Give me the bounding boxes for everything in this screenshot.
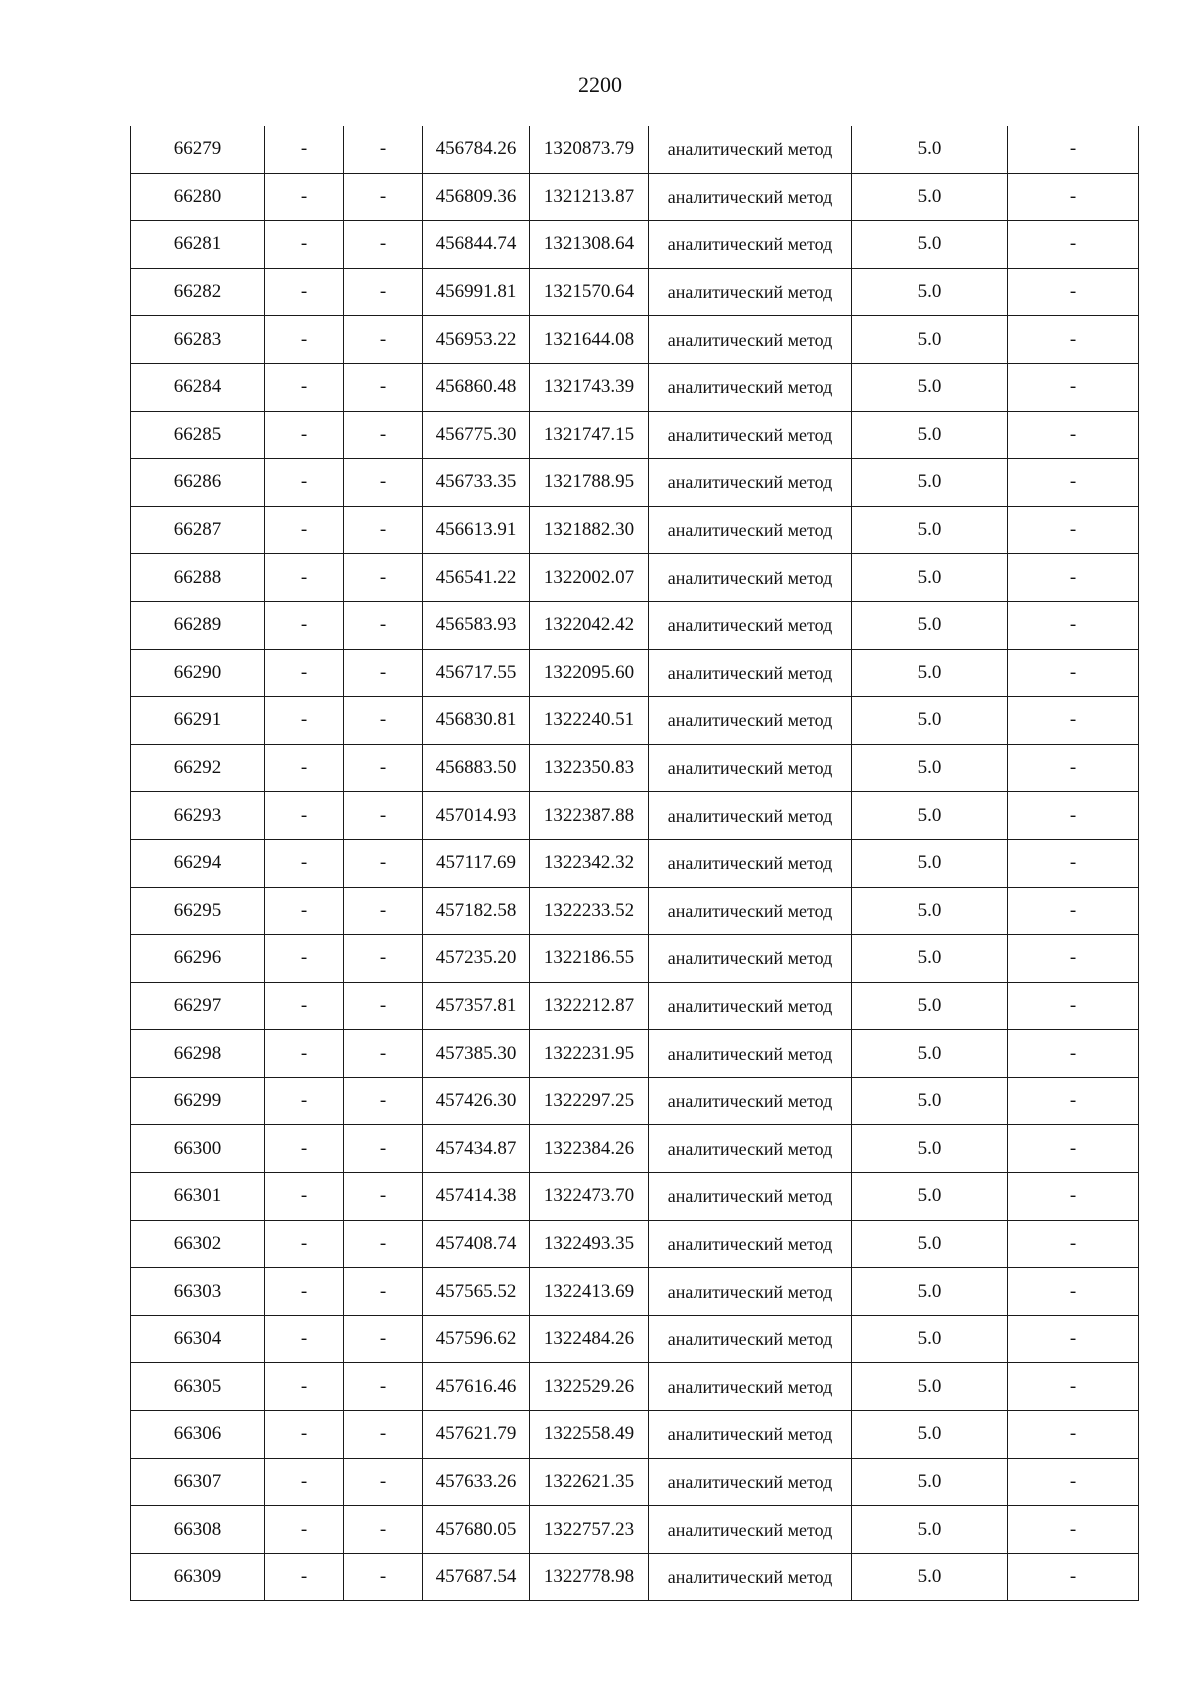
method-cell: аналитический метод bbox=[649, 316, 852, 364]
note-cell: - bbox=[1008, 982, 1139, 1030]
empty-cell-a: - bbox=[265, 126, 344, 173]
empty-cell-b: - bbox=[344, 316, 423, 364]
accuracy-cell: 5.0 bbox=[852, 935, 1008, 983]
y-coordinate-cell: 1321882.30 bbox=[530, 506, 649, 554]
method-cell: аналитический метод bbox=[649, 363, 852, 411]
method-cell: аналитический метод bbox=[649, 268, 852, 316]
note-cell: - bbox=[1008, 554, 1139, 602]
method-cell: аналитический метод bbox=[649, 221, 852, 269]
accuracy-cell: 5.0 bbox=[852, 649, 1008, 697]
x-coordinate-cell: 457633.26 bbox=[423, 1458, 530, 1506]
empty-cell-b: - bbox=[344, 221, 423, 269]
point-number-cell: 66299 bbox=[131, 1077, 265, 1125]
table-row bbox=[131, 1315, 1139, 1363]
point-number-cell: 66305 bbox=[131, 1363, 265, 1411]
method-cell: аналитический метод bbox=[649, 839, 852, 887]
point-number-cell: 66296 bbox=[131, 935, 265, 983]
y-coordinate-cell: 1321747.15 bbox=[530, 411, 649, 459]
point-number-cell: 66302 bbox=[131, 1220, 265, 1268]
point-number-cell: 66292 bbox=[131, 744, 265, 792]
x-coordinate-cell: 456784.26 bbox=[423, 126, 530, 173]
note-cell: - bbox=[1008, 506, 1139, 554]
method-cell: аналитический метод bbox=[649, 1506, 852, 1554]
note-cell: - bbox=[1008, 1363, 1139, 1411]
empty-cell-b: - bbox=[344, 1506, 423, 1554]
accuracy-cell: 5.0 bbox=[852, 363, 1008, 411]
note-cell: - bbox=[1008, 221, 1139, 269]
empty-cell-a: - bbox=[265, 792, 344, 840]
table-row bbox=[131, 982, 1139, 1030]
method-cell: аналитический метод bbox=[649, 1315, 852, 1363]
point-number-cell: 66283 bbox=[131, 316, 265, 364]
empty-cell-a: - bbox=[265, 1506, 344, 1554]
x-coordinate-cell: 457414.38 bbox=[423, 1173, 530, 1221]
note-cell: - bbox=[1008, 839, 1139, 887]
x-coordinate-cell: 456860.48 bbox=[423, 363, 530, 411]
accuracy-cell: 5.0 bbox=[852, 982, 1008, 1030]
table-row bbox=[131, 744, 1139, 792]
accuracy-cell: 5.0 bbox=[852, 839, 1008, 887]
y-coordinate-cell: 1321743.39 bbox=[530, 363, 649, 411]
accuracy-cell: 5.0 bbox=[852, 268, 1008, 316]
table-row bbox=[131, 411, 1139, 459]
accuracy-cell: 5.0 bbox=[852, 126, 1008, 173]
empty-cell-a: - bbox=[265, 744, 344, 792]
empty-cell-b: - bbox=[344, 982, 423, 1030]
method-cell: аналитический метод bbox=[649, 1077, 852, 1125]
empty-cell-b: - bbox=[344, 1411, 423, 1459]
empty-cell-b: - bbox=[344, 411, 423, 459]
table-row bbox=[131, 697, 1139, 745]
method-cell: аналитический метод bbox=[649, 173, 852, 221]
y-coordinate-cell: 1322621.35 bbox=[530, 1458, 649, 1506]
accuracy-cell: 5.0 bbox=[852, 887, 1008, 935]
note-cell: - bbox=[1008, 411, 1139, 459]
method-cell: аналитический метод bbox=[649, 935, 852, 983]
table-row bbox=[131, 935, 1139, 983]
accuracy-cell: 5.0 bbox=[852, 1173, 1008, 1221]
method-cell: аналитический метод bbox=[649, 506, 852, 554]
page-number: 2200 bbox=[578, 72, 622, 97]
empty-cell-a: - bbox=[265, 1315, 344, 1363]
accuracy-cell: 5.0 bbox=[852, 601, 1008, 649]
empty-cell-b: - bbox=[344, 697, 423, 745]
empty-cell-b: - bbox=[344, 1363, 423, 1411]
x-coordinate-cell: 456583.93 bbox=[423, 601, 530, 649]
empty-cell-a: - bbox=[265, 1220, 344, 1268]
x-coordinate-cell: 456775.30 bbox=[423, 411, 530, 459]
method-cell: аналитический метод bbox=[649, 744, 852, 792]
method-cell: аналитический метод bbox=[649, 1030, 852, 1078]
y-coordinate-cell: 1322529.26 bbox=[530, 1363, 649, 1411]
x-coordinate-cell: 456541.22 bbox=[423, 554, 530, 602]
x-coordinate-cell: 457687.54 bbox=[423, 1553, 530, 1601]
empty-cell-a: - bbox=[265, 411, 344, 459]
empty-cell-b: - bbox=[344, 935, 423, 983]
table-row bbox=[131, 1411, 1139, 1459]
empty-cell-a: - bbox=[265, 887, 344, 935]
empty-cell-b: - bbox=[344, 268, 423, 316]
point-number-cell: 66303 bbox=[131, 1268, 265, 1316]
y-coordinate-cell: 1321308.64 bbox=[530, 221, 649, 269]
note-cell: - bbox=[1008, 744, 1139, 792]
point-number-cell: 66291 bbox=[131, 697, 265, 745]
table-row bbox=[131, 459, 1139, 507]
method-cell: аналитический метод bbox=[649, 649, 852, 697]
method-cell: аналитический метод bbox=[649, 601, 852, 649]
x-coordinate-cell: 456953.22 bbox=[423, 316, 530, 364]
y-coordinate-cell: 1322757.23 bbox=[530, 1506, 649, 1554]
x-coordinate-cell: 456733.35 bbox=[423, 459, 530, 507]
x-coordinate-cell: 457621.79 bbox=[423, 1411, 530, 1459]
point-number-cell: 66290 bbox=[131, 649, 265, 697]
method-cell: аналитический метод bbox=[649, 792, 852, 840]
note-cell: - bbox=[1008, 1030, 1139, 1078]
table-row bbox=[131, 363, 1139, 411]
empty-cell-a: - bbox=[265, 173, 344, 221]
method-cell: аналитический метод bbox=[649, 411, 852, 459]
y-coordinate-cell: 1322231.95 bbox=[530, 1030, 649, 1078]
note-cell: - bbox=[1008, 1173, 1139, 1221]
method-cell: аналитический метод bbox=[649, 459, 852, 507]
x-coordinate-cell: 457014.93 bbox=[423, 792, 530, 840]
y-coordinate-cell: 1321213.87 bbox=[530, 173, 649, 221]
point-number-cell: 66282 bbox=[131, 268, 265, 316]
method-cell: аналитический метод bbox=[649, 1173, 852, 1221]
empty-cell-a: - bbox=[265, 459, 344, 507]
point-number-cell: 66298 bbox=[131, 1030, 265, 1078]
note-cell: - bbox=[1008, 1315, 1139, 1363]
y-coordinate-cell: 1321644.08 bbox=[530, 316, 649, 364]
y-coordinate-cell: 1320873.79 bbox=[530, 126, 649, 173]
x-coordinate-cell: 456613.91 bbox=[423, 506, 530, 554]
table-row bbox=[131, 1506, 1139, 1554]
empty-cell-b: - bbox=[344, 887, 423, 935]
y-coordinate-cell: 1322212.87 bbox=[530, 982, 649, 1030]
y-coordinate-cell: 1322778.98 bbox=[530, 1553, 649, 1601]
point-number-cell: 66286 bbox=[131, 459, 265, 507]
note-cell: - bbox=[1008, 887, 1139, 935]
empty-cell-b: - bbox=[344, 1553, 423, 1601]
empty-cell-a: - bbox=[265, 221, 344, 269]
table-row bbox=[131, 316, 1139, 364]
point-number-cell: 66307 bbox=[131, 1458, 265, 1506]
coordinates-table bbox=[130, 126, 1139, 1601]
empty-cell-a: - bbox=[265, 268, 344, 316]
method-cell: аналитический метод bbox=[649, 1220, 852, 1268]
y-coordinate-cell: 1322002.07 bbox=[530, 554, 649, 602]
x-coordinate-cell: 457385.30 bbox=[423, 1030, 530, 1078]
method-cell: аналитический метод bbox=[649, 126, 852, 173]
point-number-cell: 66304 bbox=[131, 1315, 265, 1363]
y-coordinate-cell: 1322297.25 bbox=[530, 1077, 649, 1125]
empty-cell-b: - bbox=[344, 1077, 423, 1125]
empty-cell-a: - bbox=[265, 506, 344, 554]
point-number-cell: 66293 bbox=[131, 792, 265, 840]
table-row bbox=[131, 1030, 1139, 1078]
y-coordinate-cell: 1322384.26 bbox=[530, 1125, 649, 1173]
y-coordinate-cell: 1321570.64 bbox=[530, 268, 649, 316]
empty-cell-b: - bbox=[344, 792, 423, 840]
x-coordinate-cell: 456844.74 bbox=[423, 221, 530, 269]
table-row bbox=[131, 1363, 1139, 1411]
method-cell: аналитический метод bbox=[649, 887, 852, 935]
point-number-cell: 66306 bbox=[131, 1411, 265, 1459]
empty-cell-b: - bbox=[344, 506, 423, 554]
x-coordinate-cell: 457182.58 bbox=[423, 887, 530, 935]
empty-cell-b: - bbox=[344, 744, 423, 792]
table-row bbox=[131, 1553, 1139, 1601]
accuracy-cell: 5.0 bbox=[852, 1220, 1008, 1268]
method-cell: аналитический метод bbox=[649, 1411, 852, 1459]
method-cell: аналитический метод bbox=[649, 697, 852, 745]
table-row bbox=[131, 1173, 1139, 1221]
note-cell: - bbox=[1008, 697, 1139, 745]
accuracy-cell: 5.0 bbox=[852, 697, 1008, 745]
y-coordinate-cell: 1322233.52 bbox=[530, 887, 649, 935]
y-coordinate-cell: 1322042.42 bbox=[530, 601, 649, 649]
table-row bbox=[131, 173, 1139, 221]
empty-cell-b: - bbox=[344, 601, 423, 649]
note-cell: - bbox=[1008, 268, 1139, 316]
point-number-cell: 66289 bbox=[131, 601, 265, 649]
x-coordinate-cell: 457357.81 bbox=[423, 982, 530, 1030]
method-cell: аналитический метод bbox=[649, 1553, 852, 1601]
method-cell: аналитический метод bbox=[649, 554, 852, 602]
accuracy-cell: 5.0 bbox=[852, 1363, 1008, 1411]
note-cell: - bbox=[1008, 935, 1139, 983]
empty-cell-b: - bbox=[344, 1268, 423, 1316]
note-cell: - bbox=[1008, 601, 1139, 649]
empty-cell-b: - bbox=[344, 1315, 423, 1363]
empty-cell-b: - bbox=[344, 1125, 423, 1173]
empty-cell-a: - bbox=[265, 1173, 344, 1221]
point-number-cell: 66281 bbox=[131, 221, 265, 269]
empty-cell-b: - bbox=[344, 363, 423, 411]
empty-cell-b: - bbox=[344, 1173, 423, 1221]
note-cell: - bbox=[1008, 363, 1139, 411]
table-row bbox=[131, 1077, 1139, 1125]
empty-cell-a: - bbox=[265, 697, 344, 745]
note-cell: - bbox=[1008, 1077, 1139, 1125]
point-number-cell: 66285 bbox=[131, 411, 265, 459]
point-number-cell: 66301 bbox=[131, 1173, 265, 1221]
y-coordinate-cell: 1322095.60 bbox=[530, 649, 649, 697]
point-number-cell: 66308 bbox=[131, 1506, 265, 1554]
empty-cell-b: - bbox=[344, 459, 423, 507]
x-coordinate-cell: 457596.62 bbox=[423, 1315, 530, 1363]
point-number-cell: 66295 bbox=[131, 887, 265, 935]
x-coordinate-cell: 457434.87 bbox=[423, 1125, 530, 1173]
note-cell: - bbox=[1008, 1411, 1139, 1459]
x-coordinate-cell: 457680.05 bbox=[423, 1506, 530, 1554]
point-number-cell: 66279 bbox=[131, 126, 265, 173]
table-row bbox=[131, 887, 1139, 935]
y-coordinate-cell: 1322473.70 bbox=[530, 1173, 649, 1221]
empty-cell-a: - bbox=[265, 316, 344, 364]
note-cell: - bbox=[1008, 173, 1139, 221]
empty-cell-a: - bbox=[265, 1411, 344, 1459]
empty-cell-b: - bbox=[344, 554, 423, 602]
empty-cell-a: - bbox=[265, 1030, 344, 1078]
accuracy-cell: 5.0 bbox=[852, 1553, 1008, 1601]
empty-cell-b: - bbox=[344, 1030, 423, 1078]
point-number-cell: 66297 bbox=[131, 982, 265, 1030]
empty-cell-b: - bbox=[344, 649, 423, 697]
point-number-cell: 66284 bbox=[131, 363, 265, 411]
table-row bbox=[131, 1268, 1139, 1316]
x-coordinate-cell: 457408.74 bbox=[423, 1220, 530, 1268]
empty-cell-a: - bbox=[265, 1458, 344, 1506]
y-coordinate-cell: 1322387.88 bbox=[530, 792, 649, 840]
accuracy-cell: 5.0 bbox=[852, 1030, 1008, 1078]
point-number-cell: 66309 bbox=[131, 1553, 265, 1601]
accuracy-cell: 5.0 bbox=[852, 1458, 1008, 1506]
x-coordinate-cell: 456830.81 bbox=[423, 697, 530, 745]
point-number-cell: 66294 bbox=[131, 839, 265, 887]
table-row bbox=[131, 268, 1139, 316]
table-row bbox=[131, 506, 1139, 554]
accuracy-cell: 5.0 bbox=[852, 1315, 1008, 1363]
table-row bbox=[131, 1220, 1139, 1268]
method-cell: аналитический метод bbox=[649, 1268, 852, 1316]
accuracy-cell: 5.0 bbox=[852, 744, 1008, 792]
table-row bbox=[131, 126, 1139, 173]
y-coordinate-cell: 1321788.95 bbox=[530, 459, 649, 507]
accuracy-cell: 5.0 bbox=[852, 411, 1008, 459]
table-row bbox=[131, 649, 1139, 697]
y-coordinate-cell: 1322484.26 bbox=[530, 1315, 649, 1363]
note-cell: - bbox=[1008, 1553, 1139, 1601]
point-number-cell: 66300 bbox=[131, 1125, 265, 1173]
x-coordinate-cell: 456717.55 bbox=[423, 649, 530, 697]
accuracy-cell: 5.0 bbox=[852, 221, 1008, 269]
y-coordinate-cell: 1322413.69 bbox=[530, 1268, 649, 1316]
y-coordinate-cell: 1322558.49 bbox=[530, 1411, 649, 1459]
point-number-cell: 66287 bbox=[131, 506, 265, 554]
empty-cell-b: - bbox=[344, 1220, 423, 1268]
accuracy-cell: 5.0 bbox=[852, 554, 1008, 602]
accuracy-cell: 5.0 bbox=[852, 459, 1008, 507]
table-row bbox=[131, 221, 1139, 269]
x-coordinate-cell: 456809.36 bbox=[423, 173, 530, 221]
accuracy-cell: 5.0 bbox=[852, 1125, 1008, 1173]
x-coordinate-cell: 457616.46 bbox=[423, 1363, 530, 1411]
note-cell: - bbox=[1008, 649, 1139, 697]
y-coordinate-cell: 1322350.83 bbox=[530, 744, 649, 792]
accuracy-cell: 5.0 bbox=[852, 1506, 1008, 1554]
accuracy-cell: 5.0 bbox=[852, 1411, 1008, 1459]
y-coordinate-cell: 1322240.51 bbox=[530, 697, 649, 745]
note-cell: - bbox=[1008, 1268, 1139, 1316]
empty-cell-a: - bbox=[265, 601, 344, 649]
empty-cell-a: - bbox=[265, 935, 344, 983]
table-row bbox=[131, 1458, 1139, 1506]
point-number-cell: 66288 bbox=[131, 554, 265, 602]
table-body bbox=[131, 126, 1139, 1601]
method-cell: аналитический метод bbox=[649, 982, 852, 1030]
method-cell: аналитический метод bbox=[649, 1125, 852, 1173]
accuracy-cell: 5.0 bbox=[852, 173, 1008, 221]
empty-cell-a: - bbox=[265, 554, 344, 602]
x-coordinate-cell: 457117.69 bbox=[423, 839, 530, 887]
accuracy-cell: 5.0 bbox=[852, 1077, 1008, 1125]
note-cell: - bbox=[1008, 792, 1139, 840]
empty-cell-a: - bbox=[265, 1363, 344, 1411]
y-coordinate-cell: 1322342.32 bbox=[530, 839, 649, 887]
empty-cell-a: - bbox=[265, 839, 344, 887]
empty-cell-b: - bbox=[344, 173, 423, 221]
x-coordinate-cell: 457426.30 bbox=[423, 1077, 530, 1125]
y-coordinate-cell: 1322186.55 bbox=[530, 935, 649, 983]
table-row bbox=[131, 1125, 1139, 1173]
empty-cell-b: - bbox=[344, 839, 423, 887]
empty-cell-a: - bbox=[265, 1268, 344, 1316]
note-cell: - bbox=[1008, 1220, 1139, 1268]
note-cell: - bbox=[1008, 459, 1139, 507]
x-coordinate-cell: 457235.20 bbox=[423, 935, 530, 983]
empty-cell-a: - bbox=[265, 1077, 344, 1125]
empty-cell-b: - bbox=[344, 1458, 423, 1506]
x-coordinate-cell: 456991.81 bbox=[423, 268, 530, 316]
note-cell: - bbox=[1008, 1458, 1139, 1506]
note-cell: - bbox=[1008, 316, 1139, 364]
y-coordinate-cell: 1322493.35 bbox=[530, 1220, 649, 1268]
point-number-cell: 66280 bbox=[131, 173, 265, 221]
table-row bbox=[131, 792, 1139, 840]
empty-cell-b: - bbox=[344, 126, 423, 173]
note-cell: - bbox=[1008, 1506, 1139, 1554]
note-cell: - bbox=[1008, 126, 1139, 173]
accuracy-cell: 5.0 bbox=[852, 316, 1008, 364]
empty-cell-a: - bbox=[265, 982, 344, 1030]
empty-cell-a: - bbox=[265, 1553, 344, 1601]
empty-cell-a: - bbox=[265, 1125, 344, 1173]
method-cell: аналитический метод bbox=[649, 1363, 852, 1411]
empty-cell-a: - bbox=[265, 363, 344, 411]
note-cell: - bbox=[1008, 1125, 1139, 1173]
method-cell: аналитический метод bbox=[649, 1458, 852, 1506]
accuracy-cell: 5.0 bbox=[852, 1268, 1008, 1316]
table-row bbox=[131, 554, 1139, 602]
x-coordinate-cell: 456883.50 bbox=[423, 744, 530, 792]
accuracy-cell: 5.0 bbox=[852, 506, 1008, 554]
table-row bbox=[131, 601, 1139, 649]
x-coordinate-cell: 457565.52 bbox=[423, 1268, 530, 1316]
accuracy-cell: 5.0 bbox=[852, 792, 1008, 840]
table-row bbox=[131, 839, 1139, 887]
empty-cell-a: - bbox=[265, 649, 344, 697]
